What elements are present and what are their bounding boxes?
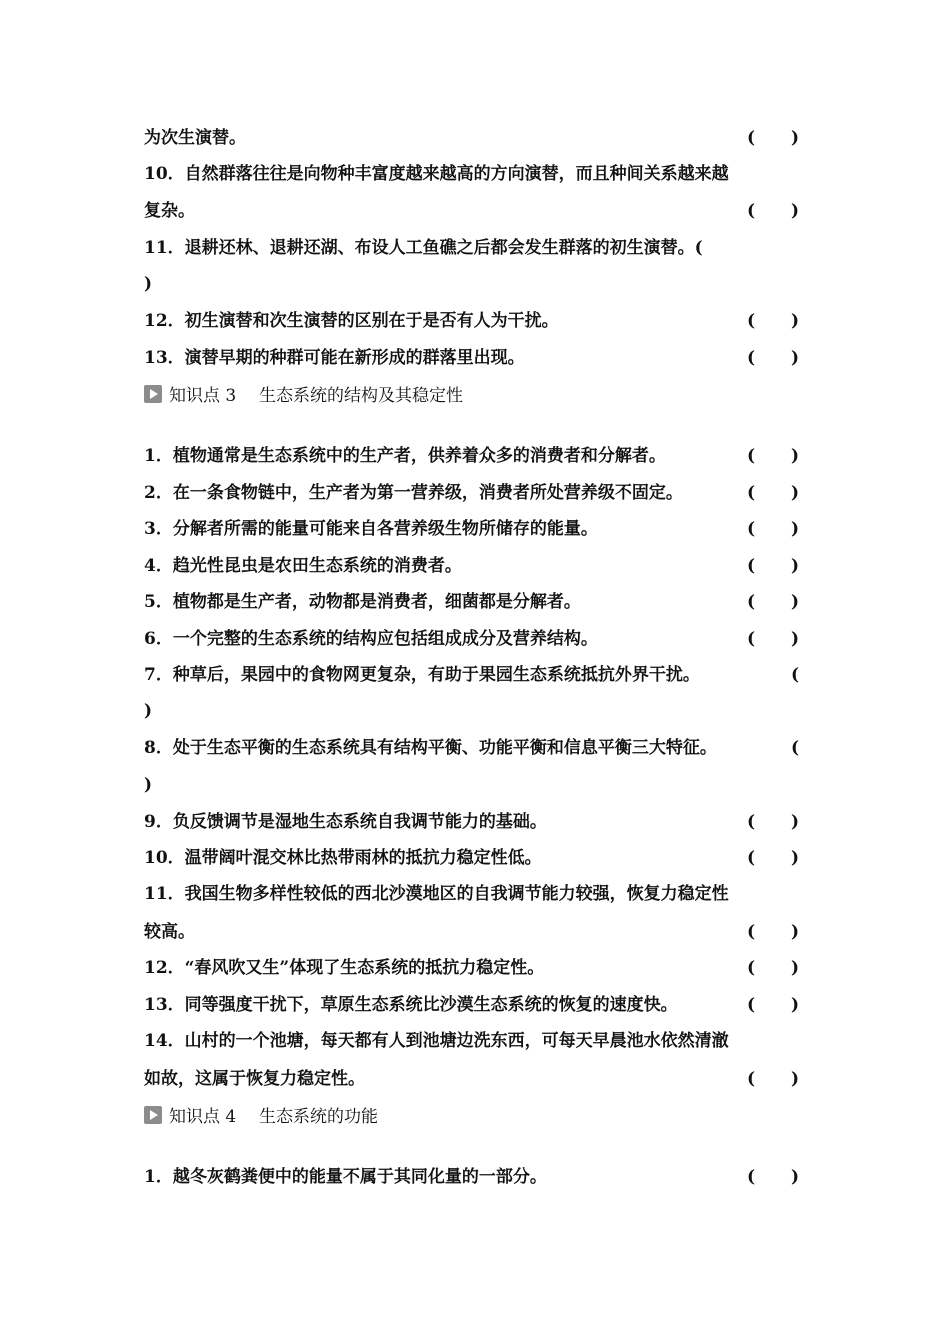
- question-line: [144, 657, 816, 693]
- question-line: 如故，这属于恢复力稳定性。 ( ): [144, 1061, 816, 1097]
- question-text: 9．负反馈调节是湿地生态系统自我调节能力的基础。: [144, 812, 547, 832]
- question-line: 1．越冬灰鹤粪便中的能量不属于其同化量的一部分。 ( ): [144, 1159, 816, 1195]
- play-icon: [144, 1106, 162, 1124]
- question-text: 12．“春风吹又生”体现了生态系统的抵抗力稳定性。: [144, 958, 545, 978]
- question-text: 13．演替早期的种群可能在新形成的群落里出现。: [144, 348, 525, 368]
- question-text: 4．趋光性昆虫是农田生态系统的消费者。: [144, 556, 462, 576]
- question-line: 6．一个完整的生态系统的结构应包括组成成分及营养结构。 ( ): [144, 621, 816, 657]
- question-text: 较高。: [144, 922, 195, 942]
- question-line: 复杂。 ( ): [144, 193, 816, 229]
- question-text: 10．自然群落往往是向物种丰富度越来越高的方向演替，而且种间关系越来越: [144, 164, 729, 184]
- question-text: 8．处于生态平衡的生态系统具有结构平衡、功能平衡和信息平衡三大特征。: [144, 738, 717, 758]
- answer-bracket-close: ): [144, 775, 153, 795]
- question-line: 9．负反馈调节是湿地生态系统自我调节能力的基础。 ( ): [144, 804, 816, 840]
- question-text: 14．山村的一个池塘，每天都有人到池塘边洗东西，可每天早晨池水依然清澈: [144, 1031, 729, 1051]
- question-line: 13．演替早期的种群可能在新形成的群落里出现。 ( ): [144, 340, 816, 376]
- question-text: 11．我国生物多样性较低的西北沙漠地区的自我调节能力较强，恢复力稳定性: [144, 884, 729, 904]
- section-title: 生态系统的结构及其稳定性: [259, 386, 463, 406]
- answer-bracket-close: ): [144, 701, 153, 721]
- question-text: 13．同等强度干扰下，草原生态系统比沙漠生态系统的恢复的速度快。: [144, 995, 678, 1015]
- question-line: [144, 876, 816, 912]
- question-text: 2．在一条食物链中，生产者为第一营养级，消费者所处营养级不固定。: [144, 483, 683, 503]
- question-line: 3．分解者所需的能量可能来自各营养级生物所储存的能量。 ( ): [144, 511, 816, 547]
- question-line: 为次生演替。 ( ): [144, 120, 816, 156]
- section-label: 知识点 4: [169, 1107, 237, 1127]
- question-text: 如故，这属于恢复力稳定性。: [144, 1069, 365, 1089]
- question-text: 11．退耕还林、退耕还湖、布设人工鱼礁之后都会发生群落的初生演替。(: [144, 238, 703, 258]
- question-line: 2．在一条食物链中，生产者为第一营养级，消费者所处营养级不固定。 ( ): [144, 475, 816, 511]
- question-line: [144, 730, 816, 766]
- answer-bracket-open[interactable]: (: [791, 665, 800, 685]
- question-line: [144, 156, 816, 192]
- question-line: 13．同等强度干扰下，草原生态系统比沙漠生态系统的恢复的速度快。 ( ): [144, 987, 816, 1023]
- question-line: 较高。 ( ): [144, 914, 816, 950]
- question-text: 为次生演替。: [144, 128, 246, 148]
- question-text: 10．温带阔叶混交林比热带雨林的抵抗力稳定性低。: [144, 848, 542, 868]
- question-line: [144, 266, 816, 302]
- section-label: 知识点 3: [169, 386, 237, 406]
- play-icon: [144, 385, 162, 403]
- question-line: [144, 230, 816, 266]
- question-text: 复杂。: [144, 201, 195, 221]
- question-line: [144, 1023, 816, 1059]
- question-text: 7．种草后，果园中的食物网更复杂，有助于果园生态系统抵抗外界干扰。: [144, 665, 700, 685]
- question-text: 3．分解者所需的能量可能来自各营养级生物所储存的能量。: [144, 519, 598, 539]
- section-title: 生态系统的功能: [259, 1107, 378, 1127]
- question-line: 1．植物通常是生态系统中的生产者，供养着众多的消费者和分解者。 ( ): [144, 438, 816, 474]
- question-line: 12．“春风吹又生”体现了生态系统的抵抗力稳定性。 ( ): [144, 950, 816, 986]
- question-text: 5．植物都是生产者，动物都是消费者，细菌都是分解者。: [144, 592, 581, 612]
- question-line: 5．植物都是生产者，动物都是消费者，细菌都是分解者。 ( ): [144, 584, 816, 620]
- question-line: 4．趋光性昆虫是农田生态系统的消费者。 ( ): [144, 548, 816, 584]
- question-line: 12．初生演替和次生演替的区别在于是否有人为干扰。 ( ): [144, 303, 816, 339]
- question-text: 1．植物通常是生态系统中的生产者，供养着众多的消费者和分解者。: [144, 446, 666, 466]
- question-line: 10．温带阔叶混交林比热带雨林的抵抗力稳定性低。 ( ): [144, 840, 816, 876]
- question-text: ): [144, 274, 153, 294]
- question-line: [144, 693, 816, 729]
- question-text: 6．一个完整的生态系统的结构应包括组成成分及营养结构。: [144, 629, 598, 649]
- question-text: 12．初生演替和次生演替的区别在于是否有人为干扰。: [144, 311, 559, 331]
- answer-bracket-open[interactable]: (: [791, 738, 800, 758]
- question-line: [144, 767, 816, 803]
- question-text: 1．越冬灰鹤粪便中的能量不属于其同化量的一部分。: [144, 1167, 547, 1187]
